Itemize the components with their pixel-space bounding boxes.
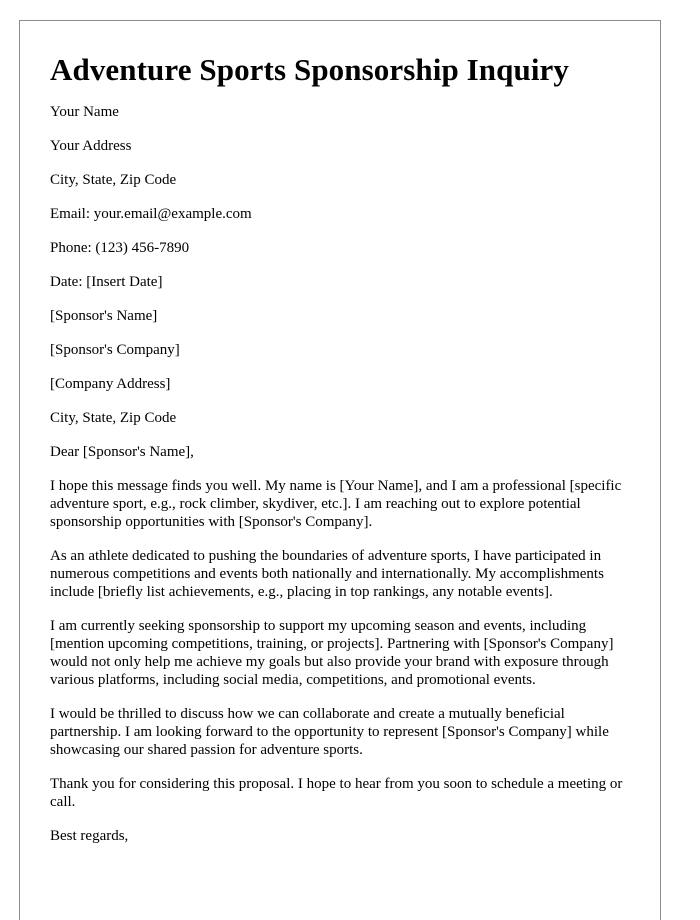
recipient-company: [Sponsor's Company] <box>50 342 180 358</box>
letter-title: Adventure Sports Sponsorship Inquiry <box>50 52 569 87</box>
closing: Best regards, <box>50 828 129 844</box>
body-paragraph: I hope this message finds you well. My name is [Your Name], and I am a professional [specific adventure sport, e.g., rock climber, skydiver, etc.]. I am reaching out to explore potential sponsorship opportunities with [Sponsor's Company]. <box>50 478 622 530</box>
recipient-name: [Sponsor's Name] <box>50 308 158 324</box>
sender-name: Your Name <box>50 104 119 120</box>
sender-city-state-zip: City, State, Zip Code <box>50 172 177 188</box>
sender-email: Email: your.email@example.com <box>50 206 252 222</box>
sender-address: Your Address <box>50 138 132 154</box>
body-paragraph: Thank you for considering this proposal. I hope to hear from you soon to schedule a meeting or call. <box>50 776 623 810</box>
sender-phone: Phone: (123) 456-7890 <box>50 240 190 256</box>
body-paragraph: I would be thrilled to discuss how we can collaborate and create a mutually beneficial partnership. I am looking forward to the opportunity to represent [Sponsor's Company] while showcasing our shared passion for adventure sports. <box>50 706 609 758</box>
body-paragraph: I am currently seeking sponsorship to support my upcoming season and events, including [mention upcoming competitions, training, or projects]. Partnering with [Sponsor's Company] would not only help me achieve my goals but also provide your brand with exposure through various platforms, including social media, competitions, and promotional events. <box>50 618 614 688</box>
letter-content <box>50 51 632 861</box>
recipient-city-state-zip: City, State, Zip Code <box>50 410 177 426</box>
letter-page <box>19 20 661 920</box>
recipient-address: [Company Address] <box>50 376 171 392</box>
salutation: Dear [Sponsor's Name], <box>50 444 194 460</box>
body-paragraph: As an athlete dedicated to pushing the boundaries of adventure sports, I have participated in numerous competitions and events both nationally and internationally. My accomplishments include [briefly list achievements, e.g., placing in top rankings, any notable events]. <box>50 548 604 600</box>
letter-date: Date: [Insert Date] <box>50 274 163 290</box>
